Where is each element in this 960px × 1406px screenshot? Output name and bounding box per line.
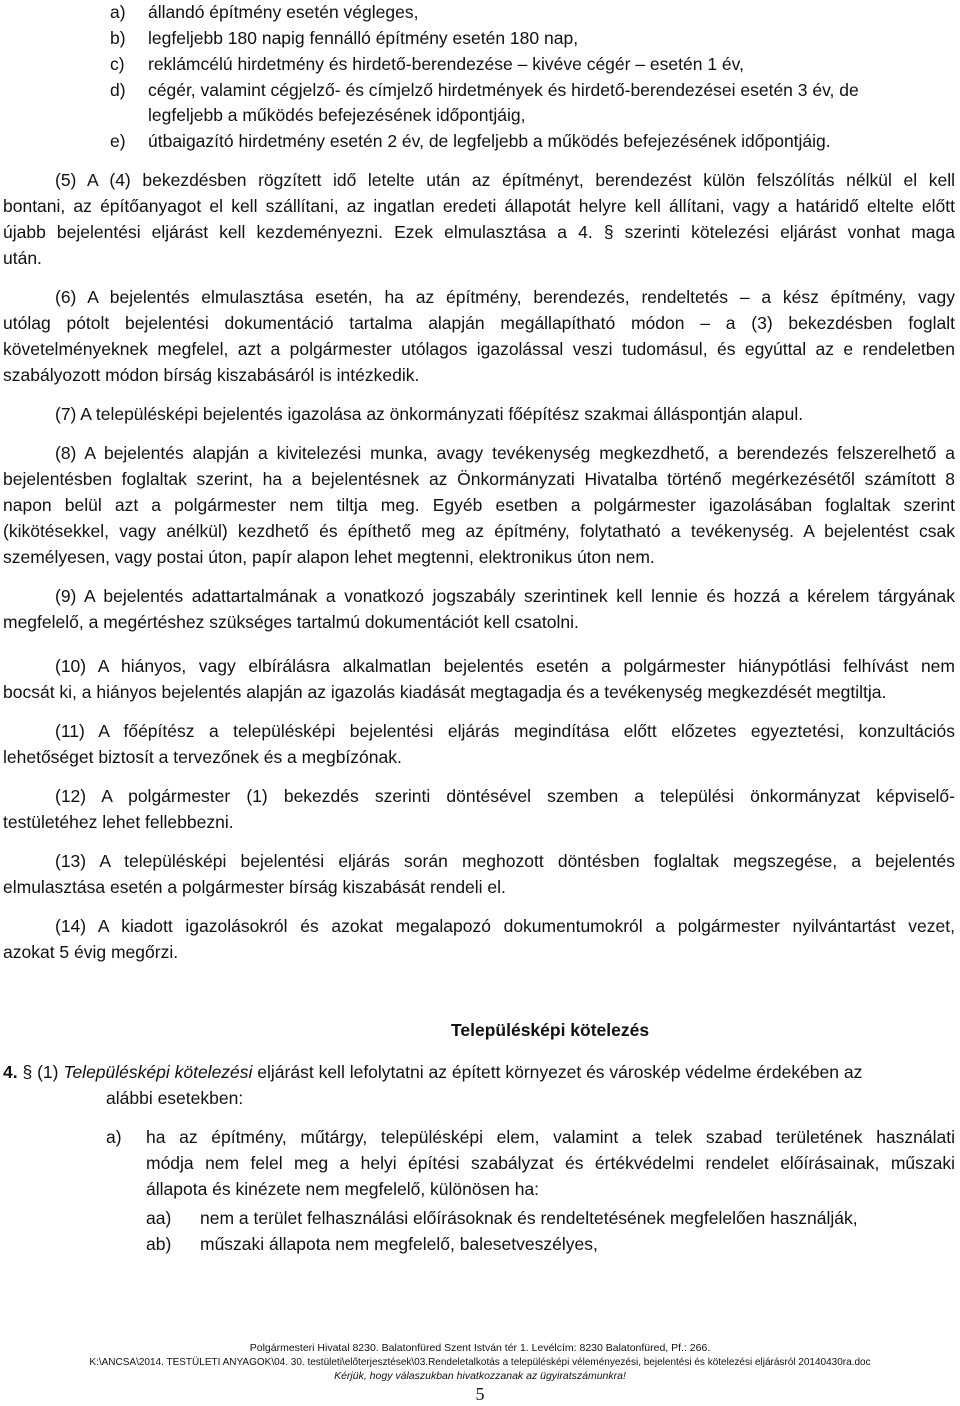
paragraph-line: bontani, az építőanyagot el kell szállítani, az ingatlan eredeti állapotát helyre kell állítani, vagy a határidő eltelte előtt (3, 196, 955, 216)
sub-list-text: nem a terület felhasználási előírásoknak és rendeltetésének megfelelően használják, (200, 1208, 858, 1228)
list-item-text: állapota és kinézete nem megfelelő, különösen ha: (146, 1179, 540, 1199)
list-item-text: reklámcélú hirdetmény és hirdető-berendezése – kivéve cégér – esetén 1 év, (148, 54, 744, 74)
list-label: b) (110, 28, 126, 48)
footer-note: Kérjük, hogy válaszukban hivatkozzanak az ügyiratszámunkra! (334, 1370, 626, 1382)
paragraph-line: személyesen, vagy postai úton, papír alapon lehet megtenni, elektronikus úton nem. (3, 547, 655, 567)
list-item-text: legfeljebb a működés befejezésének időpontjáig, (148, 105, 526, 125)
list-item-text: állandó építmény esetén végleges, (148, 2, 419, 22)
list-item-text: útbaigazító hirdetmény esetén 2 év, de legfeljebb a működés befejezésének időpontjáig. (148, 131, 831, 151)
paragraph-line: (14) A kiadott igazolásokról és azokat megalapozó dokumentumokról a polgármester nyilvántartást vezet, (55, 916, 955, 936)
paragraph-line: követelményeknek megfelel, azt a polgármester utólagos igazolással veszi tudomásul, és egyúttal az e rendeletben (3, 339, 955, 359)
list-label: a) (106, 1127, 122, 1147)
paragraph-line: lehetőséget biztosít a tervezőnek és a megbízónak. (3, 747, 402, 767)
paragraph-line: (kikötésekkel, vagy anélkül) kezdhető és építhető meg az építmény, folytatható a tevékenység. A bejelentést csak (3, 521, 955, 541)
footer-address: Polgármesteri Hivatal 8230. Balatonfüred Szent István tér 1. Levélcím: 8230 Balatonfüred, Pf.: 266. (249, 1342, 711, 1354)
list-item-text: cégér, valamint cégjelző- és címjelző hirdetmények és hirdető-berendezései esetén 3 év, de (148, 80, 859, 100)
sub-list-text: műszaki állapota nem megfelelő, balesetveszélyes, (200, 1234, 598, 1254)
paragraph-line: bocsát ki, a hiányos bejelentés alapján az igazolás kiadását megtagadja és a tevékenység megkezdését megtiltja. (3, 682, 887, 702)
paragraph-line: újabb bejelentési eljárást kell kezdeményezni. Ezek elmulasztása a 4. § szerinti kötelezési eljárást vonhat maga (3, 222, 955, 242)
paragraph-line: (13) A településképi bejelentési eljárás során meghozott döntésben foglaltak megszegése, a bejelentés (55, 851, 955, 871)
list-label: e) (110, 131, 126, 151)
paragraph-line: (5) A (4) bekezdésben rögzített idő letelte után az építményt, berendezést külön felszólítás nélkül el kell (55, 170, 955, 190)
paragraph-line: napon belül azt a polgármester nem tiltja meg. Egyéb esetben a polgármester igazolásában foglaltak szerint (3, 495, 955, 515)
paragraph-line: szabályozott módon bírság kiszabásáról is intézkedik. (3, 365, 420, 385)
sub-list-label: aa) (146, 1208, 172, 1228)
paragraph-line: (10) A hiányos, vagy elbírálásra alkalmatlan bejelentés esetén a polgármester hiánypótlási felhívást nem (55, 656, 955, 676)
footer-path: K:\ANCSA\2014. TESTÜLETI ANYAGOK\04. 30. testületi\előterjesztések\03.Rendeletalkotás a településképi véleményezési, bejelentési és kötelezési eljárásról 20140430ra.doc (89, 1357, 871, 1368)
list-item-text: ha az építmény, műtárgy, településképi elem, valamint a telek szabad területének használati (146, 1127, 955, 1147)
list-item-text: legfeljebb 180 napig fennálló építmény esetén 180 nap, (148, 28, 579, 48)
paragraph-line: testületéhez lehet fellebbezni. (3, 812, 234, 832)
paragraph-line: elmulasztása esetén a polgármester bírság kiszabását rendeli el. (3, 877, 506, 897)
paragraph-line: (6) A bejelentés elmulasztása esetén, ha az építmény, berendezés, rendeltetés – a kész építmény, vagy (55, 287, 955, 307)
paragraph-line: (8) A bejelentés alapján a kivitelezési munka, avagy tevékenység megkezdhető, a berendezés felszerelhető a (55, 443, 955, 463)
paragraph-line: (7) A településképi bejelentés igazolása az önkormányzati főépítész szakmai álláspontján alapul. (55, 404, 804, 424)
section-4-first-line (3, 1060, 862, 1086)
section-sign: § (22, 1062, 33, 1082)
paragraph-line: (9) A bejelentés adattartalmának a vonatkozó jogszabály szerintinek kell lennie és hozzá a kérelem tárgyának (55, 586, 955, 606)
paragraph-line: utólag pótolt bejelentési dokumentáció tartalma alapján megállapítható módon – a (3) bekezdésben foglalt (3, 313, 955, 333)
section-text: alábbi esetekben: (106, 1088, 244, 1108)
section-text: eljárást kell lefolytatni az épített környezet és városkép védelme érdekében az (257, 1062, 863, 1082)
list-label: a) (110, 2, 126, 22)
paragraph-line: azokat 5 évig megőrzi. (3, 942, 179, 962)
paragraph-line: bejelentésben foglaltak szerint, ha a bejelentésnek az Önkormányzati Hivatalba történő megérkezésétől számított 8 (3, 469, 955, 489)
paragraph-line: után. (3, 248, 42, 268)
section-number: 4. (3, 1062, 18, 1082)
list-label: d) (110, 80, 126, 100)
paragraph-label: (1) (37, 1062, 59, 1082)
italic-term: Településképi kötelezési (63, 1062, 253, 1082)
list-label: c) (110, 54, 125, 74)
paragraph-line: megfelelő, a megértéshez szükséges tartalmú dokumentációt kell csatolni. (3, 612, 579, 632)
paragraph-line: (11) A főépítész a településképi bejelentési eljárás megindítása előtt előzetes egyeztetési, konzultációs (55, 721, 955, 741)
section-title: Településképi kötelezés (451, 1020, 650, 1040)
paragraph-line: (12) A polgármester (1) bekezdés szerinti döntésével szemben a települési önkormányzat képviselő- (55, 786, 955, 806)
page-number: 5 (475, 1384, 485, 1404)
sub-list-label: ab) (146, 1234, 172, 1254)
list-item-text: módja nem felel meg a helyi építési szabályzat és értékvédelmi rendelet előírásainak, műszaki (146, 1153, 955, 1173)
